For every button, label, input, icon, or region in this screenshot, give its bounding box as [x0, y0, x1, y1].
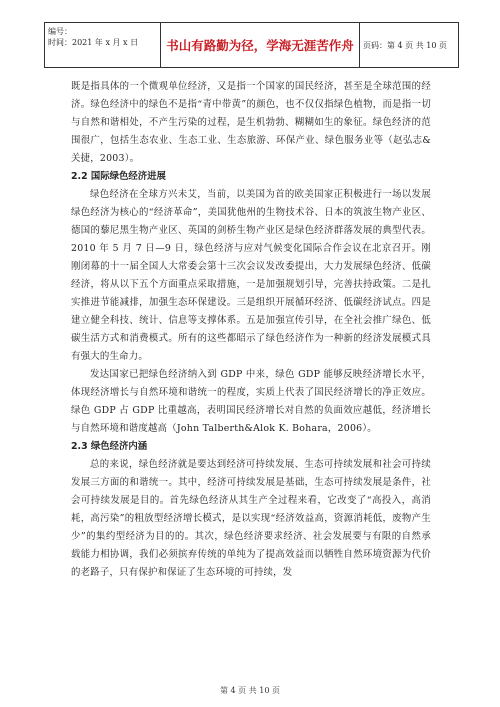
header-page-info: 页码：第 4 页 共 10 页 — [363, 40, 447, 50]
paragraph-progress: 绿色经济在全球方兴未艾，当前，以美国为首的欧美国家正积极进行一场以发展绿色经济为核心的“经济革命”，美国犹他州的生物技术谷、日本的筑波生物产业区、德国的藜尼黑生物产业区、英国的剑桥生物产业区是绿色经济群落发展的典型代表。2010 年 5 月 7 日—9 日，绿色经济与应对气候变化国际合作会议在北京召开。刚刚闭幕的十一届全国人大常委会第十三次会议发改委提出，大力发展绿色经济、低碳经济，将从以下五个方面重点采取措施，一是加强规划引导，完善扶持政策。二是扎实推进节能减排，加强生态环保建设。三是组织开展循环经济、低碳经济试点。四是建立健全科技、统计、信息等支撑体系。五是加强宣传引导，在全社会推广绿色、低碳生活方式和消费模式。所有的这些都昭示了绿色经济作为一种新的经济发展模式具有强大的生命力。 — [71, 189, 431, 362]
header-meta — [45, 23, 161, 67]
document-body — [71, 78, 431, 582]
page-footer: 第 4 页 共 10 页 — [220, 686, 280, 695]
header-id-label: 编号： — [48, 27, 72, 36]
header-time: 时间：2021 年 x 月 x 日 — [48, 38, 139, 47]
header-motto: 书山有路勤为径，学海无涯苦作舟 — [161, 23, 360, 67]
page-header — [44, 22, 459, 68]
paragraph-connotation: 总的来说，绿色经济就是要达到经济可持续发展、生态可持续发展和社会可持续发展三方面的和谐统一。其中，经济可持续发展是基础，生态可持续发展是条件，社会可持续发展是目的。首先绿色经济从其生产全过程来看，它改变了“高投入，高消耗，高污染”的粗放型经济增长模式，是以实现“经济效益高，资源消耗低，废物产生少”的集约型经济为目的的。其次，绿色经济要求经济、社会发展要与有限的自然承载能力相协调，我们必须摈弃传统的单纯为了提高效益而以牺牲自然环境资源为代价的老路子，只有保护和保证了生态环境的可持续，发 — [71, 459, 431, 578]
paragraph-intro: 既是指具体的一个微观单位经济，又是指一个国家的国民经济，甚至是全球范围的经济。绿色经济中的绿色不是指“青中带黄”的颜色，也不仅仅指绿色植物，而是指一切与自然和谐相处，不产生污染的过程，是生机勃勃、糊糊如生的象征。绿色经济的范围很广，包括生态农业、生态工业、生态旅游、环保产业、绿色服务业等（赵弘志&关捷，2003）。 — [71, 81, 431, 164]
section-heading-2-3: 2.3 绿色经济内涵 — [71, 441, 148, 452]
paragraph-green-gdp: 发达国家已把绿色经济纳入到 GDP 中来，绿色 GDP 能够反映经济增长水平，体现经济增长与自然环境和谐统一的程度，实质上代表了国民经济增长的净正效应。绿色 GDP 占 GDP 比重越高，表明国民经济增长对自然的负面效应越低，经济增长与自然环境和谐度越高（John Talberth&Alok K. Bohara，2006）。 — [71, 369, 431, 434]
section-heading-2-2: 2.2 国际绿色经济进展 — [71, 171, 166, 182]
